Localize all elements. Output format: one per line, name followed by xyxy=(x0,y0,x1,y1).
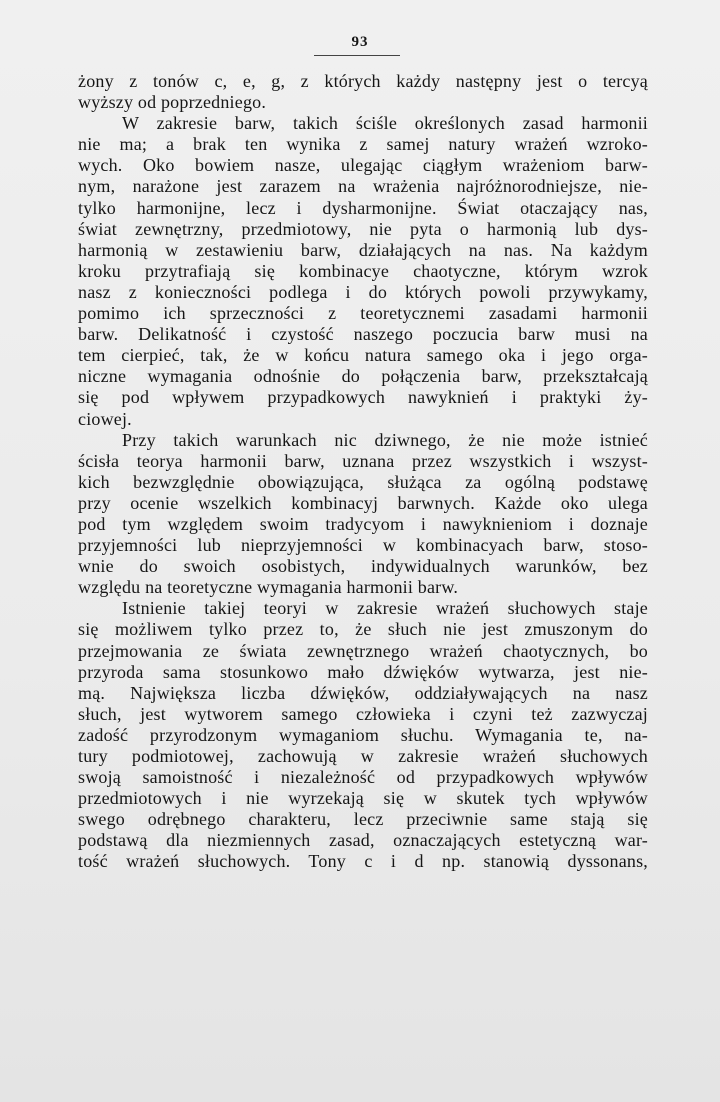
body-text xyxy=(78,71,648,873)
header-rule xyxy=(314,55,400,56)
text-line: względu na teoretyczne wymagania harmonii barw. xyxy=(78,577,459,598)
text-line: wyższy od poprzedniego. xyxy=(78,92,267,113)
text-line: kich bezwzględnie obowiązująca, służąca za ogólną podstawę xyxy=(78,471,648,492)
text-line: wych. Oko bowiem nasze, ulegając ciągłym wrażeniom barw- xyxy=(78,155,648,176)
text-line: nie ma; a brak ten wynika z samej natury wrażeń wzroko- xyxy=(78,134,648,155)
text-line: harmonią w zestawieniu barw, działających na nas. Na każdym xyxy=(78,239,648,260)
text-line: niczne wymagania odnośnie do połączenia barw, przekształcają xyxy=(78,366,648,387)
text-line: swoją samoistność i niezależność od przypadkowych wpływów xyxy=(78,767,648,788)
text-line: przyjemności lub nieprzyjemności w kombinacyach barw, stoso- xyxy=(78,535,648,556)
text-line: Istnienie takiej teoryi w zakresie wrażeń słuchowych staje xyxy=(122,598,648,619)
text-line: tość wrażeń słuchowych. Tony c i d np. stanowią dyssonans, xyxy=(78,851,648,872)
text-line: pod tym względem swoim tradycyom i nawyknieniom i doznaje xyxy=(78,513,648,534)
text-line: barw. Delikatność i czystość naszego poczucia barw musi na xyxy=(78,324,648,345)
text-line: przyroda sama stosunkowo mało dźwięków wytwarza, jest nie- xyxy=(78,661,648,682)
text-line: przedmiotowych i nie wyrzekają się w skutek tych wpływów xyxy=(78,788,648,809)
text-line: kroku przytrafiają się kombinacye chaotyczne, którym wzrok xyxy=(78,260,648,281)
text-line: tylko harmonijne, lecz i dysharmonijne. Świat otaczający nas, xyxy=(78,197,648,218)
text-line: ciowej. xyxy=(78,408,132,429)
page-number: 93 xyxy=(351,34,369,50)
text-line: wnie do swoich osobistych, indywidualnych warunków, bez xyxy=(78,556,648,577)
text-line: mą. Największa liczba dźwięków, oddziaływających na nasz xyxy=(78,682,648,703)
text-line: Przy takich warunkach nic dziwnego, że nie może istnieć xyxy=(122,429,648,450)
text-line: swego odrębnego charakteru, lecz przeciwnie same stają się xyxy=(78,809,648,830)
text-line: pomimo ich sprzeczności z teoretycznemi zasadami harmonii xyxy=(78,303,648,324)
text-line: tury podmiotowej, zachowują w zakresie wrażeń słuchowych xyxy=(78,746,648,766)
text-line: nym, narażone jest zarazem na wrażenia najróżnorodniejsze, nie- xyxy=(78,176,648,197)
text-line: świat zewnętrzny, przedmiotowy, nie pyta o harmonią lub dys- xyxy=(78,218,648,239)
text-line: żony z tonów c, e, g, z których każdy następny jest o tercyą xyxy=(78,71,648,91)
text-line: zadość przyrodzonym wymaganiom słuchu. Wymagania te, na- xyxy=(78,724,648,745)
text-line: się możliwem tylko przez to, że słuch nie jest zmuszonym do xyxy=(78,619,648,640)
text-line: przejmowania ze świata zewnętrznego wrażeń chaotycznych, bo xyxy=(78,640,648,661)
text-line: przy ocenie wszelkich kombinacyj barwnych. Każde oko ulega xyxy=(78,492,648,513)
text-line: nasz z konieczności podlega i do których powoli przywykamy, xyxy=(78,281,648,302)
text-line: W zakresie barw, takich ściśle określonych zasad harmonii xyxy=(122,113,648,134)
text-line: podstawą dla niezmiennych zasad, oznaczających estetyczną war- xyxy=(78,830,648,851)
text-line: się pod wpływem przypadkowych nawyknień i praktyki ży- xyxy=(78,387,648,408)
text-line: tem cierpieć, tak, że w końcu natura samego oka i jego orga- xyxy=(78,345,648,366)
text-line: ścisła teorya harmonii barw, uznana przez wszystkich i wszyst- xyxy=(78,450,648,471)
text-line: słuch, jest wytworem samego człowieka i czyni też zazwyczaj xyxy=(78,703,648,724)
